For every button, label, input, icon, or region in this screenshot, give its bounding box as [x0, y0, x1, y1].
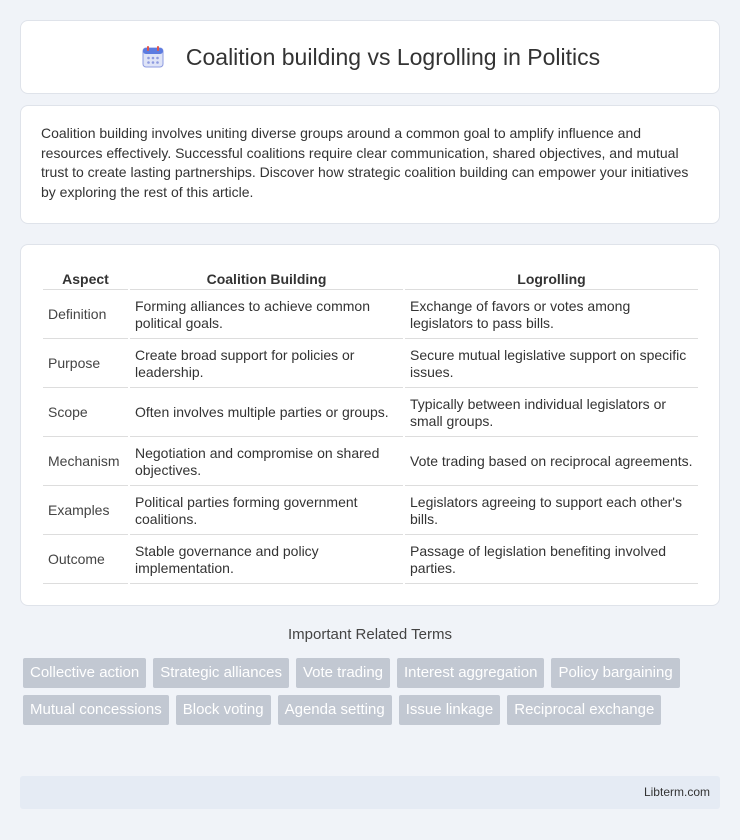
cell-logrolling: Typically between individual legislators or small groups. — [405, 390, 698, 437]
related-term-tag[interactable]: Agenda setting — [278, 695, 392, 725]
cell-logrolling: Passage of legislation benefiting involved parties. — [405, 537, 698, 584]
related-term-tag[interactable]: Reciprocal exchange — [507, 695, 661, 725]
table-row — [43, 341, 698, 388]
cell-logrolling: Legislators agreeing to support each other's bills. — [405, 488, 698, 535]
table-row — [43, 439, 698, 486]
header-aspect: Aspect — [43, 267, 128, 290]
related-term-tag[interactable]: Mutual concessions — [23, 695, 169, 725]
cell-logrolling: Vote trading based on reciprocal agreements. — [405, 439, 698, 486]
table-row — [43, 537, 698, 584]
related-terms-title: Important Related Terms — [288, 626, 452, 643]
cell-coalition: Stable governance and policy implementation. — [130, 537, 403, 584]
table-row — [43, 292, 698, 339]
table-header-row — [43, 267, 698, 290]
cell-coalition: Create broad support for policies or leadership. — [130, 341, 403, 388]
cell-logrolling: Exchange of favors or votes among legislators to pass bills. — [405, 292, 698, 339]
footer-link[interactable]: Libterm.com — [643, 785, 710, 799]
related-term-tag[interactable]: Strategic alliances — [153, 658, 289, 688]
related-term-tag[interactable]: Issue linkage — [399, 695, 501, 725]
cell-aspect: Mechanism — [43, 439, 128, 486]
cell-coalition: Negotiation and compromise on shared objectives. — [130, 439, 403, 486]
cell-aspect: Scope — [43, 390, 128, 437]
cell-coalition: Forming alliances to achieve common political goals. — [130, 292, 403, 339]
comparison-card — [20, 244, 720, 606]
footer — [20, 776, 720, 809]
cell-logrolling: Secure mutual legislative support on specific issues. — [405, 341, 698, 388]
cell-aspect: Definition — [43, 292, 128, 339]
table-row — [43, 488, 698, 535]
cell-aspect: Outcome — [43, 537, 128, 584]
related-term-tag[interactable]: Interest aggregation — [397, 658, 544, 688]
calendar-icon — [140, 44, 166, 70]
related-term-tag[interactable]: Policy bargaining — [551, 658, 679, 688]
cell-coalition: Often involves multiple parties or groups. — [130, 390, 403, 437]
page-title: Coalition building vs Logrolling in Politics — [185, 43, 601, 70]
cell-aspect: Examples — [43, 488, 128, 535]
intro-text: Coalition building involves uniting diverse groups around a common goal to amplify influence and resources effectively. Successful coalitions require clear communication, shared objectives, and mutual trust to create lasting partnerships. Discover how strategic coalition building can empower your initiatives by exploring the rest of this article. — [41, 125, 689, 200]
related-term-tag[interactable]: Collective action — [23, 658, 146, 688]
header-logrolling: Logrolling — [405, 267, 698, 290]
comparison-table — [41, 265, 700, 586]
related-terms-list — [23, 658, 703, 732]
cell-coalition: Political parties forming government coalitions. — [130, 488, 403, 535]
header-card — [20, 20, 720, 94]
related-term-tag[interactable]: Vote trading — [296, 658, 390, 688]
header-coalition: Coalition Building — [130, 267, 403, 290]
table-row — [43, 390, 698, 437]
cell-aspect: Purpose — [43, 341, 128, 388]
related-term-tag[interactable]: Block voting — [176, 695, 271, 725]
intro-card — [20, 105, 720, 224]
